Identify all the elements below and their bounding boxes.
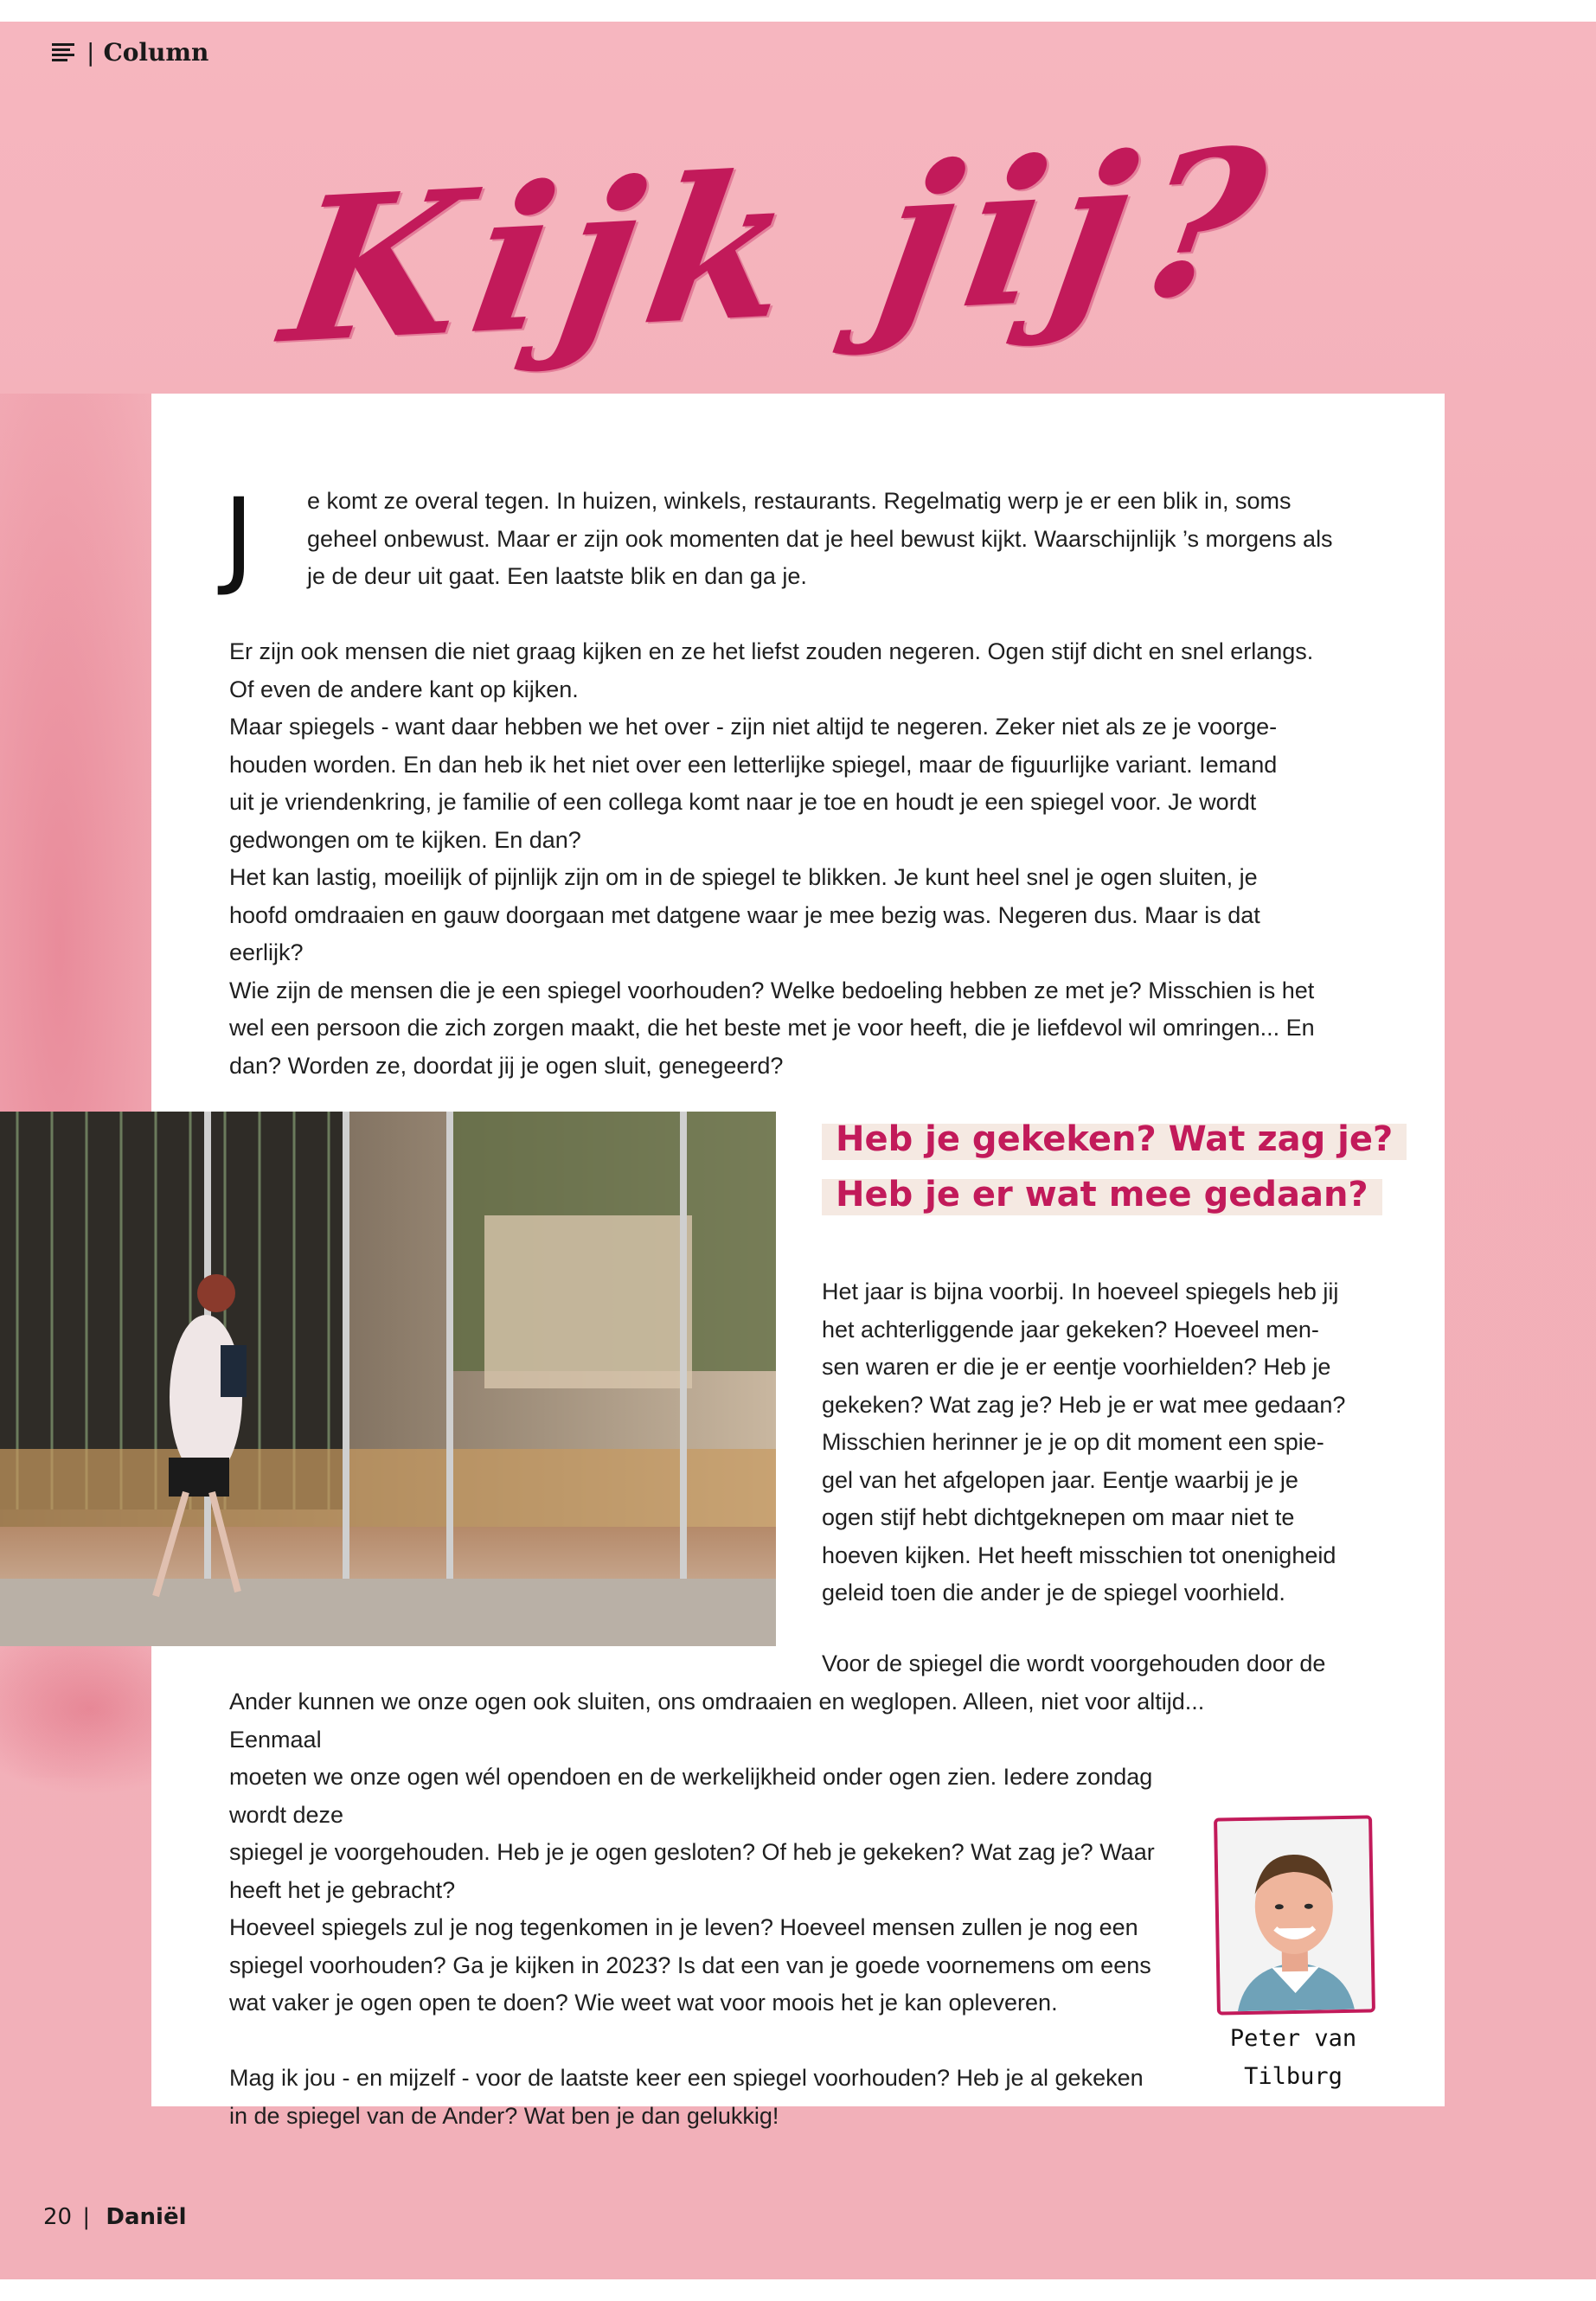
article-title: Kijk jij? bbox=[270, 104, 1291, 389]
pull-quote bbox=[822, 1113, 1407, 1224]
body-paragraph: Er zijn ook mensen die niet graag kijken en ze het liefst zouden negeren. Ogen stijf dicht en snel erlangs. Of even de andere kant op kijken. Maar spiegels - want daar hebben we het over - zijn niet altijd te negeren. Zeker niet als ze je voorge- houden worden. En dan heb ik het niet over een letterlijke spiegel, maar de figuurlijke variant. Iemand uit je vriendenkring, je familie of een collega komt naar je toe en houdt je een spiegel voor. Je wordt gedwongen om te kijken. En dan? Het kan lastig, moeilijk of pijnlijk zijn om in de spiegel te blikken. Je kunt heel snel je ogen sluiten, je hoofd omdraaien en gauw doorgaan met datgene waar je mee bezig was. Negeren dus. Maar is dat eerlijk? Wie zijn de mensen die je een spiegel voorhouden? Welke bedoeling hebben ze met je? Misschien is het wel een persoon die zich zorgen maakt, die het beste met je voor heeft, die je liefdevol wil omringen... En dan? Worden ze, doordat jij je ogen sluit, genegeerd? bbox=[229, 638, 1315, 1079]
separator: | bbox=[87, 38, 95, 67]
article-photo bbox=[0, 1112, 776, 1646]
author-name: Peter van Tilburg bbox=[1229, 2025, 1357, 2090]
author-portrait bbox=[1217, 1818, 1372, 2011]
body-paragraph-start: Voor de spiegel die wordt voorgehouden door de bbox=[822, 1650, 1326, 1676]
pull-quote-line: Heb je er wat mee gedaan? bbox=[822, 1169, 1382, 1221]
photo-woman-walking-by-glass-facade bbox=[0, 1112, 776, 1646]
body-paragraph: Ander kunnen we onze ogen ook sluiten, ons omdraaien en weglopen. Alleen, niet voor altijd... Eenmaal moeten we onze ogen wél opendoen en de werkelijkheid onder ogen zien. Iedere zondag wordt deze spiegel je voorgehouden. Heb je je ogen gesloten? Of heb je gekeken? Wat zag je? Waar heeft het je gebracht? Hoeveel spiegels zul je nog tegenkomen in je leven? Hoeveel mensen zullen je nog een spiegel voorhouden? Ga je kijken in 2023? Is dat een van je goede voornemens om eens wat vaker je ogen open te doen? Wie weet wat voor moois het je kan opleveren. Mag ik jou - en mijzelf - voor de laatste keer een spiegel voorhouden? Heb je al gekeken in de spiegel van de Ander? Wat ben je dan gelukkig! bbox=[229, 1689, 1205, 2129]
intro-paragraph: e komt ze overal tegen. In huizen, winkels, restaurants. Regelmatig werp je er een blik in, soms geheel onbewust. Maar er zijn ook momenten dat je heel bewust kijkt. Waarschijnlijk ’s morgens als je de deur uit gaat. Een laatste blik en dan ga je. bbox=[307, 488, 1333, 589]
magazine-name: Daniël bbox=[106, 2204, 187, 2230]
pull-quote-line: Heb je gekeken? Wat zag je? bbox=[822, 1113, 1407, 1165]
section-name: Column bbox=[103, 38, 209, 67]
section-label bbox=[52, 38, 208, 67]
separator: | bbox=[82, 2204, 91, 2230]
page-footer bbox=[43, 2204, 187, 2230]
page-number: 20 bbox=[43, 2204, 73, 2230]
author-photo bbox=[1214, 1815, 1375, 2015]
drop-cap: J bbox=[223, 476, 254, 599]
menu-lines-icon bbox=[52, 43, 74, 62]
body-paragraph: Het jaar is bijna voorbij. In hoeveel spiegels heb jij het achterliggende jaar gekeken? Hoeveel men- sen waren er die je er eentje voorhielden? Heb je gekeken? Wat zag je? Heb je er wat mee gedaan? Misschien herinner je je op dit moment een spie- gel van het afgelopen jaar. Eentje waarbij je je ogen stijf hebt dichtgeknepen om maar niet te hoeven kijken. Het heeft misschien tot onenigheid geleid toen die ander je de spiegel voorhield. bbox=[822, 1279, 1346, 1606]
